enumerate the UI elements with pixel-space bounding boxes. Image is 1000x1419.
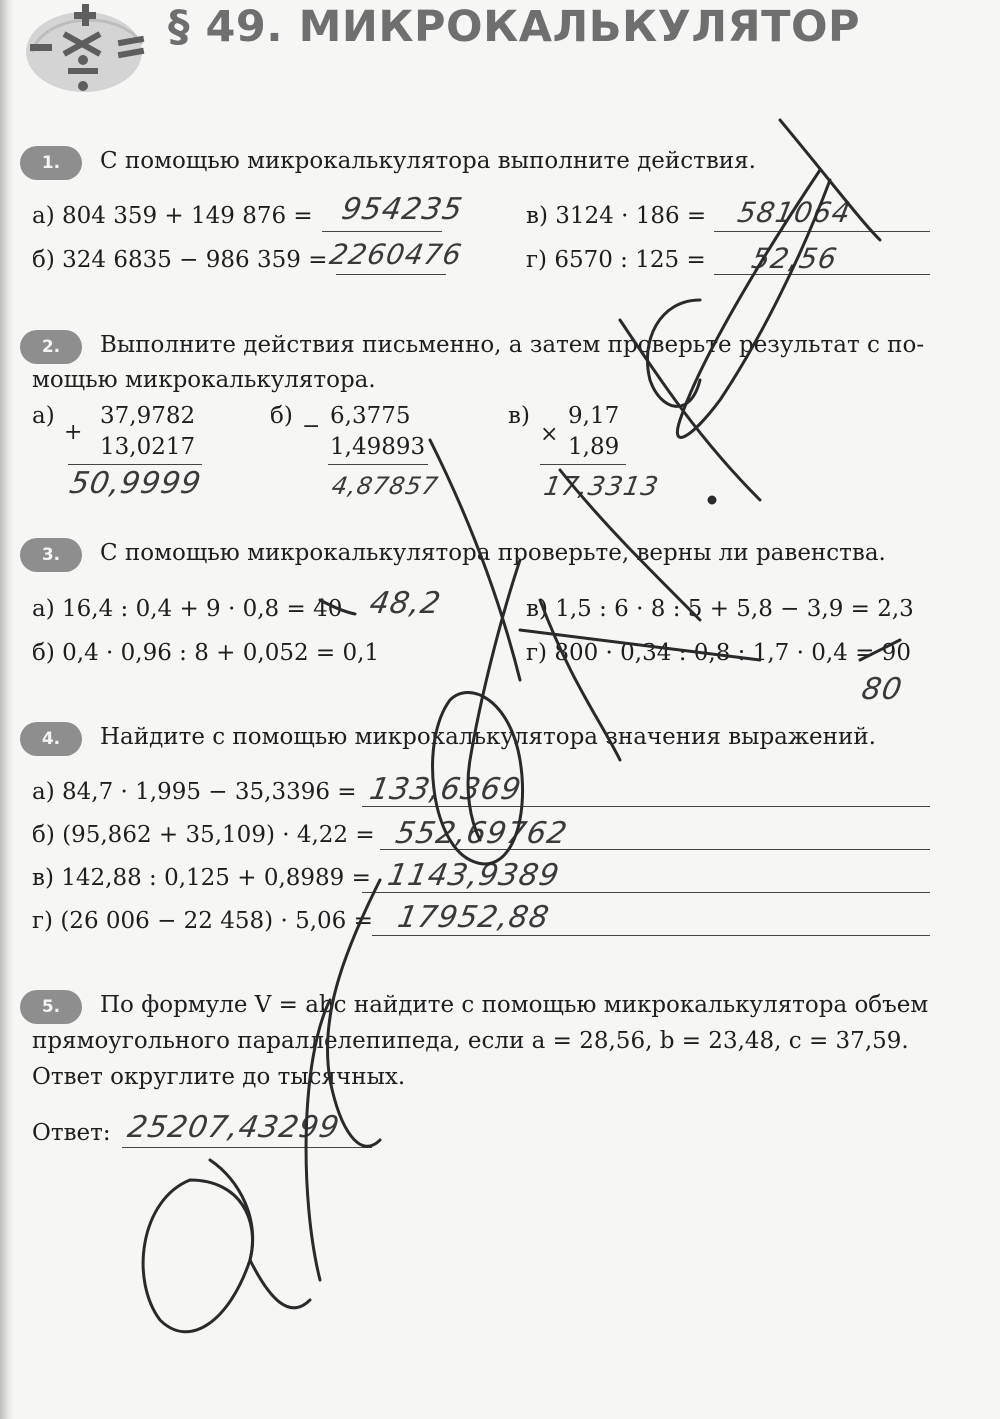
operator-sign: × [540,422,559,447]
column-sum-line [540,464,626,465]
page-title: § 49. МИКРОКАЛЬКУЛЯТОР [168,2,861,52]
column-label: б) [270,403,293,429]
answer-line [322,231,442,232]
answer-line [122,1147,372,1148]
task-number-badge: 4. [20,722,82,756]
task-instruction: Ответ округлите до тысячных. [32,1064,406,1090]
handwritten-answer: 2260476 [327,238,465,271]
task-expression: в) 1,5 : 6 · 8 : 5 + 5,8 − 3,9 = 2,3 [526,596,914,622]
task-expression: а) 804 359 + 149 876 = [32,203,313,229]
handwritten-answer: 50,9999 [66,466,205,501]
task-instruction: С помощью микрокалькулятора выполните действия. [100,148,756,174]
task-instruction: Найдите с помощью микрокалькулятора значения выражений. [100,724,876,750]
pen-dot [709,497,715,503]
operator-sign: − [302,414,321,439]
task-instruction: С помощью микрокалькулятора проверьте, верны ли равенства. [100,540,886,566]
handwritten-answer: 4,87857 [329,472,441,500]
task-expression: б) (95,862 + 35,109) · 4,22 = [32,822,375,848]
handwritten-answer: 48,2 [366,586,444,621]
task-instruction: прямоугольного параллелепипеда, если a = 28,56, b = 23,48, c = 37,59. [32,1028,909,1054]
column-operand: 1,49893 [330,434,426,460]
handwritten-answer: 552,69762 [392,816,571,851]
task-expression: г) (26 006 − 22 458) · 5,06 = [32,908,373,934]
task-expression: б) 0,4 · 0,96 : 8 + 0,052 = 0,1 [32,640,380,666]
handwritten-answer: 25207,43299 [124,1110,343,1145]
task-expression: а) 84,7 · 1,995 − 35,3396 = [32,779,357,805]
answer-line [714,231,930,232]
answer-line [336,274,446,275]
handwritten-answer: 80 [858,672,906,707]
task-instruction: По формуле V = abc найдите с помощью микрокалькулятора объем [100,992,929,1018]
page-binding-shadow [0,0,14,1419]
column-operand: 37,9782 [100,403,196,429]
answer-line [372,935,930,936]
pen-stroke [210,1160,253,1260]
task-expression: г) 6570 : 125 = [526,247,706,273]
column-sum-line [328,464,428,465]
handwritten-answer: 17952,88 [394,900,553,935]
pen-stroke [143,1180,252,1332]
column-label: в) [508,403,530,429]
operator-sign: + [64,420,83,445]
task-number-badge: 1. [20,146,82,180]
task-instruction: Выполните действия письменно, а затем проверьте результат с по- [100,332,925,358]
column-operand: 13,0217 [100,434,196,460]
handwritten-answer: 17,3313 [541,472,662,502]
task-expression: а) 16,4 : 0,4 + 9 · 0,8 = 40 [32,596,343,622]
task-number-badge: 5. [20,990,82,1024]
task-expression: в) 3124 · 186 = [526,203,707,229]
task-expression: в) 142,88 : 0,125 + 0,8989 = [32,865,371,891]
task-expression: б) 324 6835 − 986 359 = [32,247,328,273]
handwritten-answer: 52,56 [749,242,841,275]
column-operand: 1,89 [568,434,620,460]
handwritten-answer: 581064 [735,196,854,229]
handwritten-answer: 1143,9389 [384,858,563,893]
column-sum-line [68,464,202,465]
column-operand: 9,17 [568,403,620,429]
task-number-badge: 3. [20,538,82,572]
answer-label: Ответ: [32,1120,111,1146]
task-instruction: мощью микрокалькулятора. [32,367,376,393]
column-operand: 6,3775 [330,403,411,429]
arithmetic-logo-icon [22,4,162,100]
pen-stroke [250,1260,310,1308]
handwritten-answer: 133,6369 [366,772,525,807]
task-number-badge: 2. [20,330,82,364]
column-label: а) [32,403,55,429]
handwritten-answer: 954235 [338,192,466,227]
task-expression: г) 800 · 0,34 : 0,8 : 1,7 · 0,4 = 90 [526,640,911,666]
